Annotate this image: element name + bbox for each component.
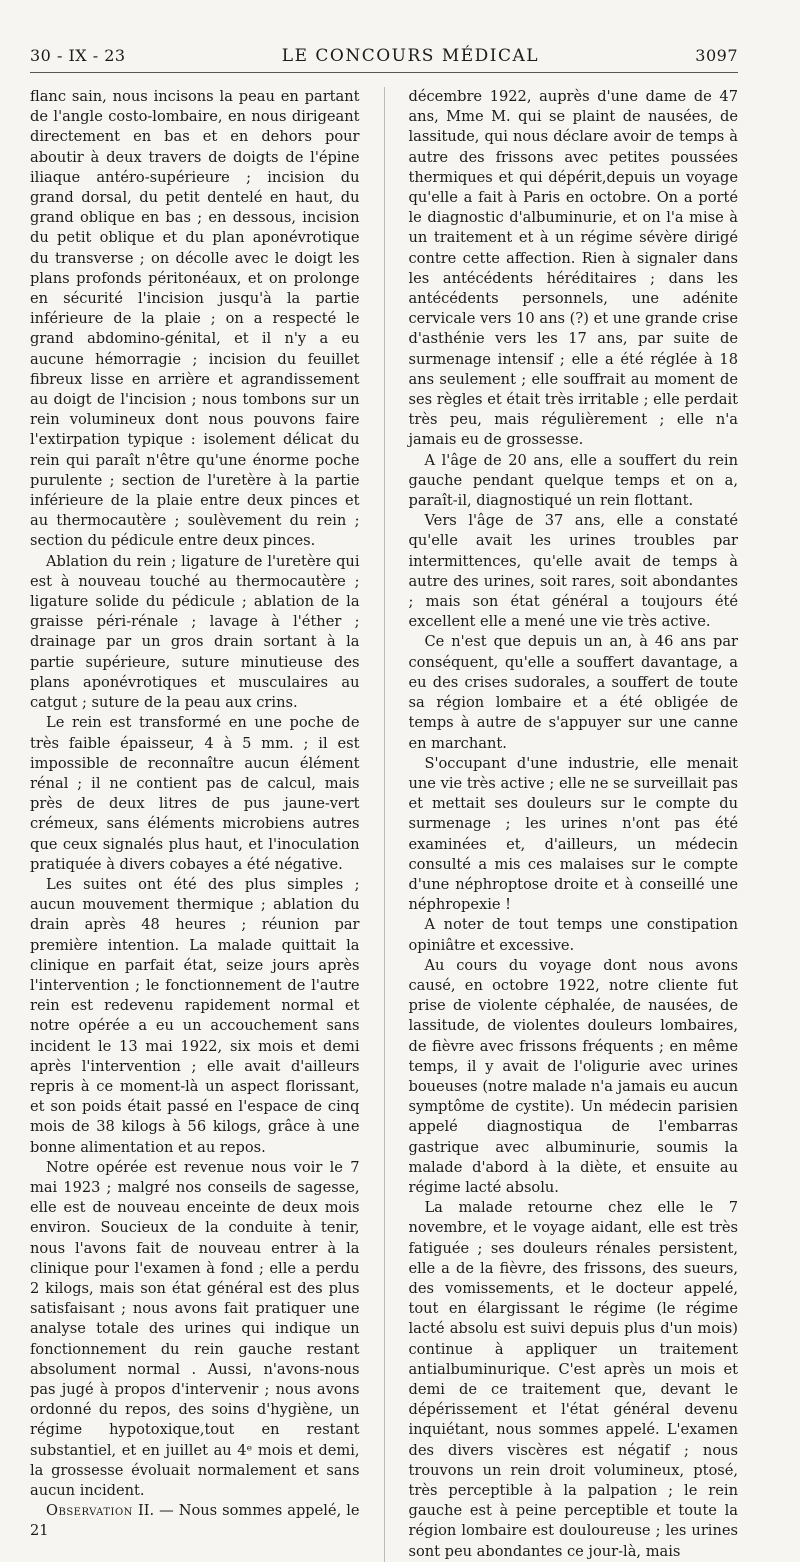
observation-label: Observation [46, 1502, 133, 1520]
page-number: 3097 [695, 46, 738, 65]
paragraph: Le rein est transformé en une poche de très faible épaisseur, 4 à 5 mm. ; il est impossible de reconnaître aucun élément rénal ; il ne contient pas de calcul, mais près de deux litres de pus jaune-vert crémeux, sans éléments microbiens autres que ceux signalés plus haut, et l'inoculation pratiquée à divers cobayes a été négative. [30, 714, 360, 873]
paragraph: Notre opérée est revenue nous voir le 7 mai 1923 ; malgré nos conseils de sagesse, elle est de nouveau enceinte de deux mois environ. Soucieux de la conduite à tenir, nous l'avons fait de nouveau entrer à la clinique pour l'examen à fond ; elle a perdu 2 kilogs, mais son état général est des plus satisfaisant ; nous avons fait pratiquer une analyse totale des urines qui indique un fonctionnement du rein gauche restant absolument normal . Aussi, n'avons-nous pas jugé à propos d'intervenir ; nous avons ordonné du repos, des soins d'hygiène, un régime hypotoxique,tout en restant substantiel, et en juillet au 4ᵉ mois et demi, la grossesse évoluait normalement et sans aucun incident. [30, 1158, 360, 1500]
paragraph: décembre 1922, auprès d'une dame de 47 ans, Mme M. qui se plaint de nausées, de lassitude, qui nous déclare avoir de temps à autre des frissons avec petites poussées thermiques et qui dépérit,depuis un voyage qu'elle a fait à Paris en octobre. On a porté le diagnostic d'albuminurie, et on l'a mise à un traitement et à un régime sévère dirigé contre cette affection. Rien à signaler dans les antécédents héréditaires ; dans les antécédents personnels, une adénite cervicale vers 10 ans (?) et une grande crise d'asthénie vers les 17 ans, par suite de surmenage intensif ; elle a été réglée à 18 ans seulement ; elle souffrait au moment de ses règles et était très irritable ; elle perdait très peu, mais régulièrement ; elle n'a jamais eu de grossesse. [408, 88, 738, 449]
header-rule [30, 72, 738, 73]
observation-heading [30, 1501, 360, 1541]
text-columns [30, 87, 738, 1562]
column-divider [384, 87, 385, 1562]
paragraph: Ablation du rein ; ligature de l'uretère qui est à nouveau touché au thermocautère ; ligature solide du pédicule ; ablation de la graisse péri-rénale ; lavage à l'éther ; drainage par un gros drain sortant à la partie supérieure, suture minutieuse des plans aponévrotiques et musculaires au catgut ; suture de la peau aux crins. [30, 552, 360, 712]
left-column [30, 87, 360, 1562]
paragraph: Vers l'âge de 37 ans, elle a constaté qu'elle avait les urines troubles par intermittences, qu'elle avait de temps à autre des urines, soit rares, soit abondantes ; mais son état général a toujours été excellent elle a mené une vie très active. [408, 512, 738, 631]
observation-text: II. — Nous sommes appelé, le 21 [30, 1502, 360, 1540]
header-date: 30 - IX - 23 [30, 46, 126, 65]
paragraph: A l'âge de 20 ans, elle a souffert du rein gauche pendant quelque temps et on a, paraît-il, diagnostiqué un rein flottant. [408, 451, 738, 510]
paragraph: Les suites ont été des plus simples ; aucun mouvement thermique ; ablation du drain après 48 heures ; réunion par première intention. La malade quittait la clinique en parfait état, seize jours après l'intervention ; le fonctionnement de l'autre rein est redevenu rapidement normal et notre opérée a eu un accouchement sans incident le 13 mai 1922, six mois et demi après l'intervention ; elle avait d'ailleurs repris à ce moment-là un aspect florissant, et son poids était passé en l'espace de cinq mois de 38 kilogs à 56 kilogs, grâce à une bonne alimentation et au repos. [30, 875, 360, 1156]
paragraph: Ce n'est que depuis un an, à 46 ans par conséquent, qu'elle a souffert davantage, a eu des crises sudorales, a souffert de toute sa région lombaire et a été obligée de temps à autre de s'appuyer sur une canne en marchant. [408, 633, 738, 752]
paragraph: La malade retourne chez elle le 7 novembre, et le voyage aidant, elle est très fatiguée ; ses douleurs rénales persistent, elle a de la fièvre, des frissons, des sueurs, des vomissements, et le docteur appelé, tout en élargissant le régime (le régime lacté absolu est suivi depuis plus d'un mois) continue à appliquer un traitement antialbuminurique. C'est après un mois et demi de ce traitement que, devant le dépérissement et l'état général devenu inquiétant, nous sommes appelé. L'examen des divers viscères est négatif ; nous trouvons un rein droit volumineux, ptosé, très perceptible à la palpation ; le rein gauche est à peine perceptible et toute la région lombaire est douloureuse ; les urines sont peu abondantes ce jour-là, mais [408, 1199, 738, 1560]
paragraph: flanc sain, nous incisons la peau en partant de l'angle costo-lombaire, en nous dirigeant directement en bas et en dehors pour aboutir à deux travers de doigts de l'épine iliaque antéro-supérieure ; incision du grand dorsal, du petit dentelé en haut, du grand oblique en bas ; en dessous, incision du petit oblique et du plan aponévrotique du transverse ; on décolle avec le doigt les plans profonds péritonéaux, et on prolonge en sécurité l'incision jusqu'à la partie inférieure de la plaie ; on a respecté le grand abdomino-génital, et il n'y a eu aucune hémorragie ; incision du feuillet fibreux lisse en arrière et agrandissement au doigt de l'incision ; nous tombons sur un rein volumineux dont nous pouvons faire l'extirpation typique : isolement délicat du rein qui paraît n'être qu'une énorme poche purulente ; section de l'uretère à la partie inférieure de la plaie entre deux pinces et au thermocautère ; soulèvement du rein ; section du pédicule entre deux pinces. [30, 88, 360, 550]
paragraph: Au cours du voyage dont nous avons causé, en octobre 1922, notre cliente fut prise de violente céphalée, de nausées, de lassitude, de violentes douleurs lombaires, de fièvre avec frissons fréquents ; en même temps, il y avait de l'oligurie avec urines boueuses (notre malade n'a jamais eu aucun symptôme de cystite). Un médecin parisien appelé diagnostiqua de l'embarras gastrique avec albuminurie, soumis la malade d'abord à la diète, et ensuite au régime lacté absolu. [408, 956, 738, 1196]
right-column [408, 87, 738, 1562]
paragraph: S'occupant d'une industrie, elle menait une vie très active ; elle ne se surveillait pas et mettait ses douleurs sur le compte du surmenage ; les urines n'ont pas été examinées et, d'ailleurs, un médecin consulté a mis ces malaises sur le compte d'une néphroptose droite et à conseillé une néphropexie ! [408, 754, 738, 914]
running-header [30, 46, 738, 66]
paragraph: A noter de tout temps une constipation opiniâtre et excessive. [408, 916, 738, 954]
journal-title: LE CONCOURS MÉDICAL [281, 46, 540, 66]
